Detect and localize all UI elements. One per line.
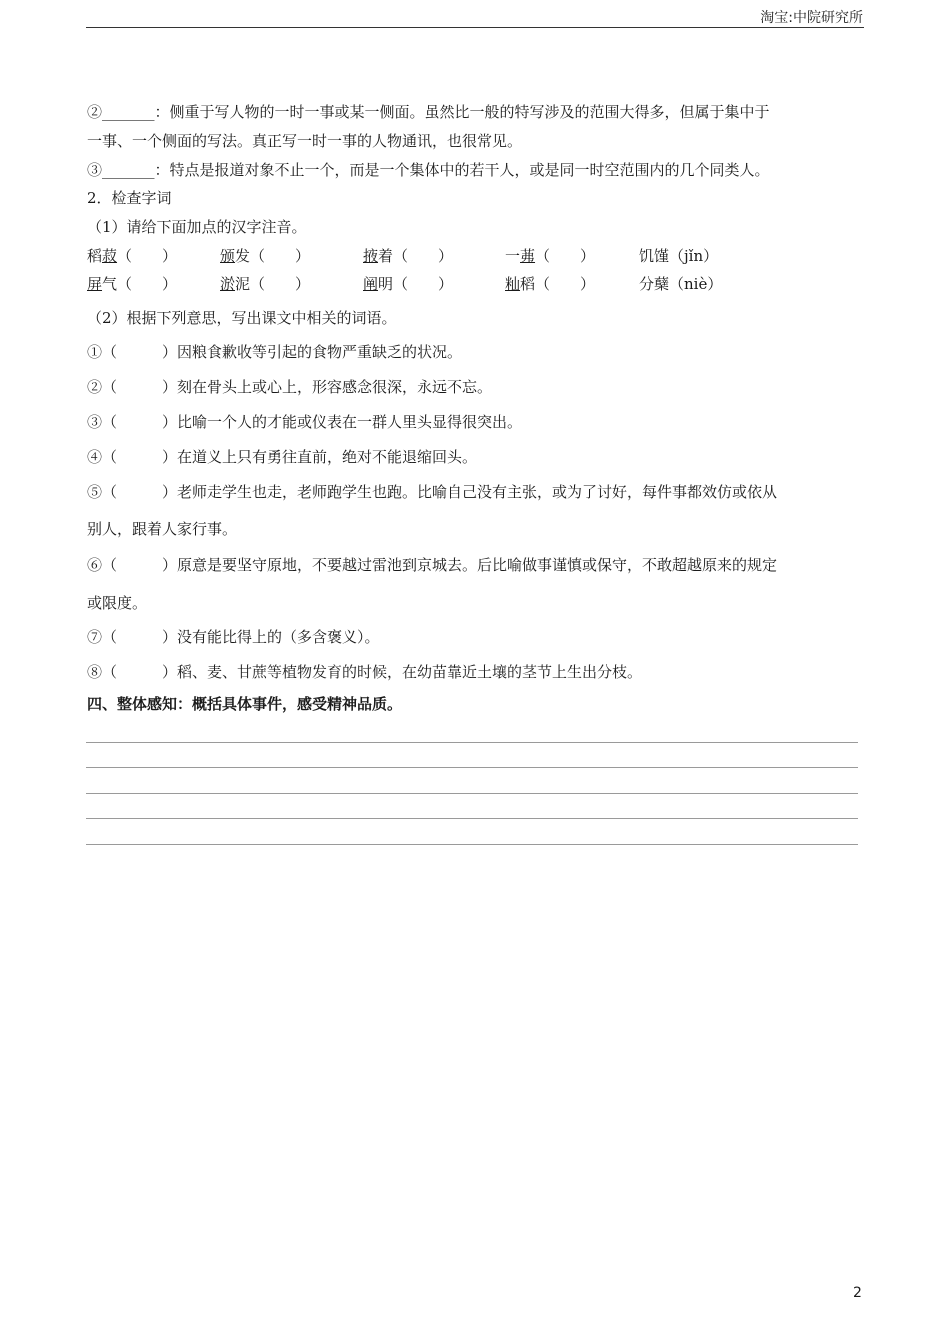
definition-line: ⑦（ ）没有能比得上的（多含褒义）。 xyxy=(87,628,380,646)
pinyin-item: 分蘖（niè） xyxy=(639,275,723,293)
definition-line: ④（ ）在道义上只有勇往直前，绝对不能退缩回头。 xyxy=(87,448,478,466)
section-2-title: 2．检查字词 xyxy=(87,189,172,207)
definition-line: 别人，跟着人家行事。 xyxy=(87,520,238,538)
part1-title: （1）请给下面加点的汉字注音。 xyxy=(87,218,307,236)
definition-line: 或限度。 xyxy=(87,594,148,612)
page-number: 2 xyxy=(853,1285,862,1301)
answer-line xyxy=(86,793,858,794)
answer-line xyxy=(86,844,858,845)
part2-title: （2）根据下列意思，写出课文中相关的词语。 xyxy=(87,309,397,327)
pinyin-item: 稻菽（ ） xyxy=(87,247,178,265)
header-rule xyxy=(86,27,864,28)
intro-line-2: 一事、一个侧面的写法。真正写一时一事的人物通讯，也很常见。 xyxy=(87,132,523,150)
definition-line: ⑤（ ）老师走学生也走，老师跑学生也跑。比喻自己没有主张，或为了讨好，每件事都效仿或依从 xyxy=(87,483,778,501)
pinyin-item: 淤泥（ ） xyxy=(220,275,311,293)
answer-line xyxy=(86,818,858,819)
definition-line: ②（ ）刻在骨头上或心上，形容感念很深，永远不忘。 xyxy=(87,378,493,396)
intro-line-3: ③_______：特点是报道对象不止一个，而是一个集体中的若干人，或是同一时空范围内的几个同类人。 xyxy=(87,161,770,179)
definition-line: ⑥（ ）原意是要坚守原地，不要越过雷池到京城去。后比喻做事谨慎或保守，不敢超越原来的规定 xyxy=(87,556,778,574)
pinyin-item: 饥馑（jǐn） xyxy=(639,247,719,265)
definition-line: ③（ ）比喻一个人的才能或仪表在一群人里头显得很突出。 xyxy=(87,413,523,431)
header-text: 淘宝:中院研究所 xyxy=(760,10,863,26)
pinyin-item: 屏气（ ） xyxy=(87,275,178,293)
definition-line: ①（ ）因粮食歉收等引起的食物严重缺乏的状况。 xyxy=(87,343,463,361)
answer-line xyxy=(86,767,858,768)
section-4-title: 四、整体感知：概括具体事件，感受精神品质。 xyxy=(87,695,403,713)
pinyin-item: 一茀（ ） xyxy=(505,247,596,265)
pinyin-item: 颁发（ ） xyxy=(220,247,311,265)
pinyin-item: 掖着（ ） xyxy=(363,247,454,265)
pinyin-item: 籼稻（ ） xyxy=(505,275,596,293)
intro-line-1: ②_______：侧重于写人物的一时一事或某一侧面。虽然比一般的特写涉及的范围大得多，但属于集中于 xyxy=(87,103,770,121)
pinyin-item: 阐明（ ） xyxy=(363,275,454,293)
definition-line: ⑧（ ）稻、麦、甘蔗等植物发育的时候，在幼苗靠近土壤的茎节上生出分枝。 xyxy=(87,663,643,681)
answer-line xyxy=(86,742,858,743)
